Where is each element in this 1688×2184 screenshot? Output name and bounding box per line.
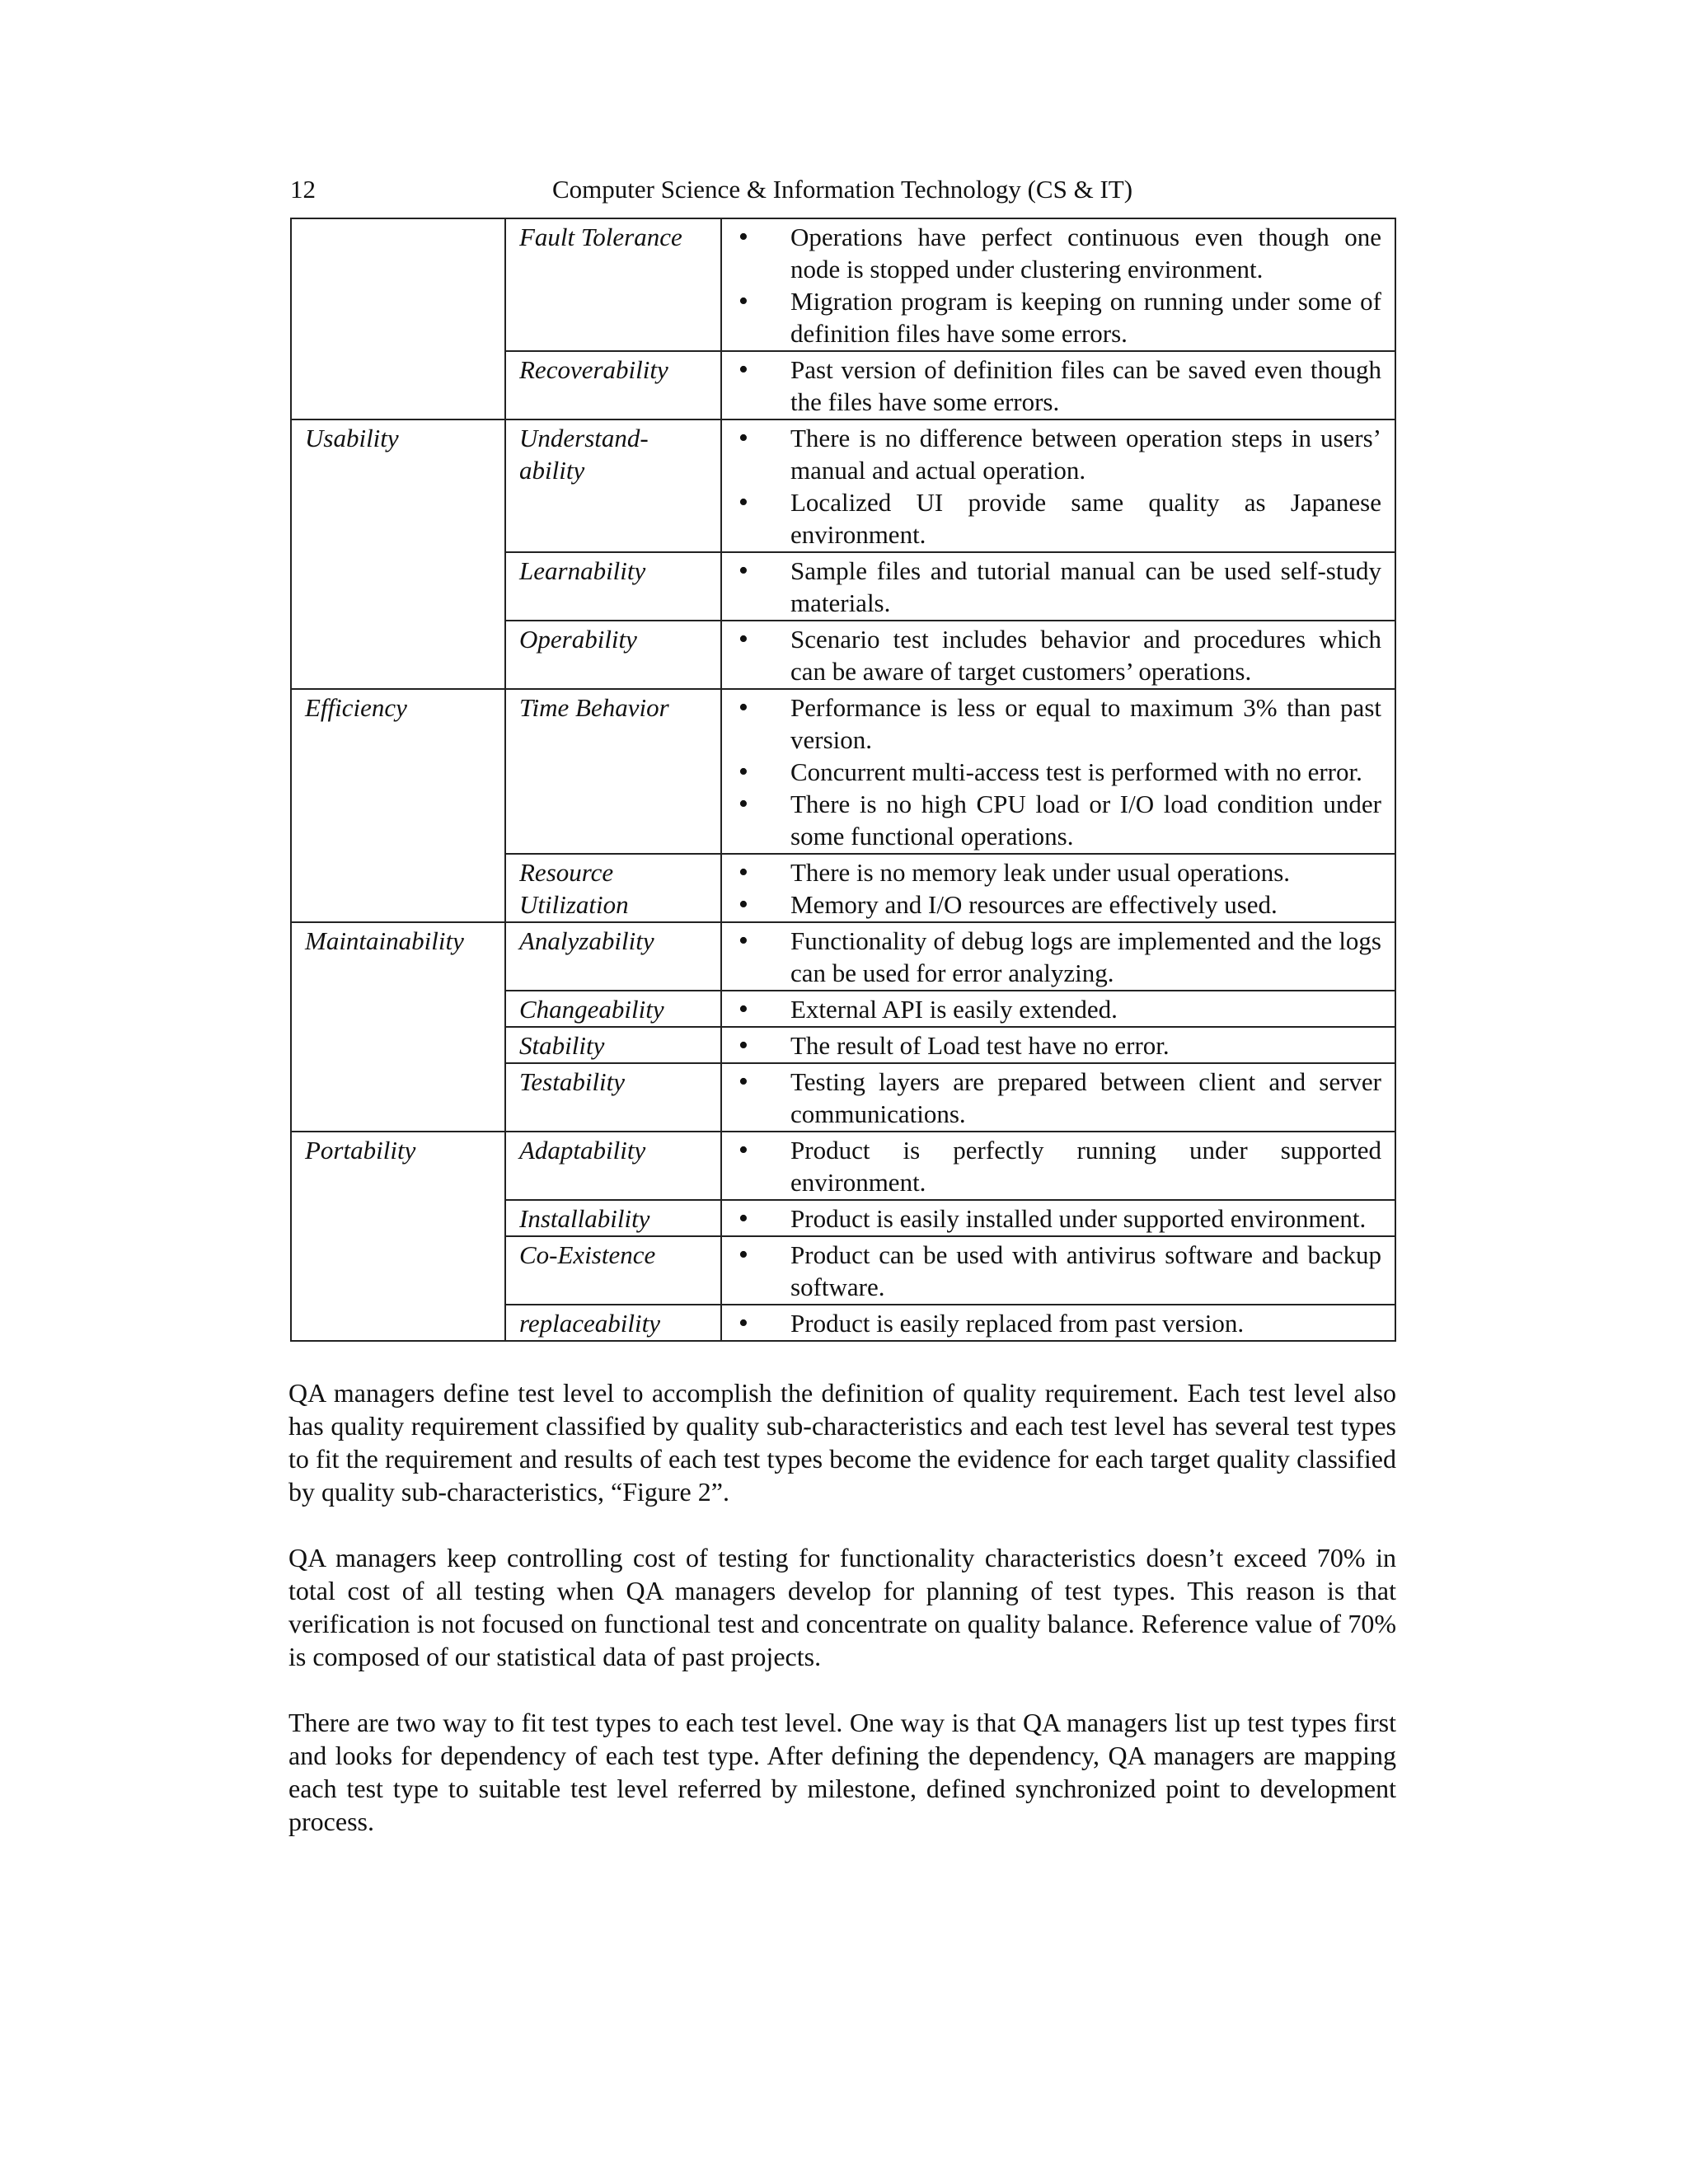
list-item: • Testing layers are prepared between client and server communications. xyxy=(735,1066,1381,1130)
requirement-cell xyxy=(721,621,1395,689)
list-item: • There is no memory leak under usual operations. xyxy=(735,856,1381,888)
requirement-cell xyxy=(721,922,1395,991)
table-row xyxy=(291,419,1395,552)
sub-characteristic-cell: Analyzability xyxy=(505,922,721,991)
sub-characteristic-cell: replaceability xyxy=(505,1305,721,1341)
list-item: • Memory and I/O resources are effectively used. xyxy=(735,888,1381,921)
sub-characteristic-cell: Resource Utilization xyxy=(505,854,721,922)
requirement-cell xyxy=(721,689,1395,854)
list-item: • Past version of definition files can be saved even though the files have some errors. xyxy=(735,354,1381,418)
paragraph: QA managers define test level to accomplish the definition of quality requirement. Each test level also has quality requirement classified by quality sub-characteristics and each test level has several test types to fit the requirement and results of each test types become the evidence for each target quality classified by quality sub-characteristics, “Figure 2”. xyxy=(288,1378,1396,1507)
requirement-cell xyxy=(721,1063,1395,1132)
list-item: • Operations have perfect continuous even though one node is stopped under clustering environment. xyxy=(735,221,1381,285)
requirement-cell xyxy=(721,419,1395,552)
requirement-cell xyxy=(721,218,1395,351)
list-item: • Concurrent multi-access test is performed with no error. xyxy=(735,756,1381,788)
sub-characteristic-cell: Changeability xyxy=(505,991,721,1027)
table-row xyxy=(291,218,1395,351)
sub-characteristic-cell: Fault Tolerance xyxy=(505,218,721,351)
sub-characteristic-cell: Learnability xyxy=(505,552,721,621)
list-item: • There is no high CPU load or I/O load condition under some functional operations. xyxy=(735,788,1381,852)
characteristic-cell: Portability xyxy=(291,1132,505,1341)
body-text xyxy=(288,1376,1396,1871)
list-item: • Product is easily replaced from past version. xyxy=(735,1307,1381,1339)
requirement-cell xyxy=(721,854,1395,922)
requirement-cell xyxy=(721,1236,1395,1305)
list-item: • Performance is less or equal to maximum 3% than past version. xyxy=(735,691,1381,756)
characteristic-cell: Efficiency xyxy=(291,689,505,922)
table-row xyxy=(291,1132,1395,1200)
requirement-cell xyxy=(721,351,1395,419)
list-item: • Localized UI provide same quality as Japanese environment. xyxy=(735,486,1381,551)
requirement-cell xyxy=(721,552,1395,621)
requirement-cell xyxy=(721,991,1395,1027)
sub-characteristic-cell: Co-Existence xyxy=(505,1236,721,1305)
running-title: Computer Science & Information Technology (CS & IT) xyxy=(551,175,1133,204)
sub-characteristic-cell: Stability xyxy=(505,1027,721,1063)
requirement-cell xyxy=(721,1132,1395,1200)
sub-characteristic-cell: Installability xyxy=(505,1200,721,1236)
page-header xyxy=(290,173,1395,206)
requirement-cell xyxy=(721,1200,1395,1236)
list-item: • There is no difference between operation steps in users’ manual and actual operation. xyxy=(735,422,1381,486)
list-item: • Migration program is keeping on running under some of definition files have some errors. xyxy=(735,285,1381,349)
sub-characteristic-cell: Operability xyxy=(505,621,721,689)
list-item: • Product can be used with antivirus software and backup software. xyxy=(735,1239,1381,1303)
table-row xyxy=(291,689,1395,854)
sub-characteristic-cell: Time Behavior xyxy=(505,689,721,854)
sub-characteristic-cell: Adaptability xyxy=(505,1132,721,1200)
requirement-cell xyxy=(721,1027,1395,1063)
list-item: • Product is perfectly running under supported environment. xyxy=(735,1134,1381,1198)
sub-characteristic-cell: Testability xyxy=(505,1063,721,1132)
list-item: • Scenario test includes behavior and procedures which can be aware of target customers’ operations. xyxy=(735,623,1381,687)
requirement-cell xyxy=(721,1305,1395,1341)
list-item: • External API is easily extended. xyxy=(735,993,1381,1025)
sub-characteristic-cell: Understand-ability xyxy=(505,419,721,552)
list-item: • Product is easily installed under supported environment. xyxy=(735,1202,1381,1235)
quality-requirements-table xyxy=(290,218,1396,1342)
characteristic-cell: Maintainability xyxy=(291,922,505,1132)
characteristic-cell: Usability xyxy=(291,419,505,689)
list-item: • Functionality of debug logs are implemented and the logs can be used for error analyzing. xyxy=(735,925,1381,989)
sub-characteristic-cell: Recoverability xyxy=(505,351,721,419)
paragraph: QA managers keep controlling cost of testing for functionality characteristics doesn’t exceed 70% in total cost of all testing when QA managers develop for planning of test types. This reason is that verification is not focused on functional test and concentrate on quality balance. Reference value of 70% is composed of our statistical data of past projects. xyxy=(288,1543,1396,1671)
list-item: • The result of Load test have no error. xyxy=(735,1029,1381,1062)
page-number: 12 xyxy=(290,175,316,204)
table-row xyxy=(291,351,1395,419)
list-item: • Sample files and tutorial manual can be used self-study materials. xyxy=(735,555,1381,619)
characteristic-cell xyxy=(291,351,505,419)
paragraph: There are two way to fit test types to each test level. One way is that QA managers list up test types first and looks for dependency of each test type. After defining the dependency, QA managers are mapping each test type to suitable test level referred by milestone, defined synchronized point to development process. xyxy=(288,1708,1396,1836)
characteristic-cell xyxy=(291,218,505,351)
table-row xyxy=(291,922,1395,991)
